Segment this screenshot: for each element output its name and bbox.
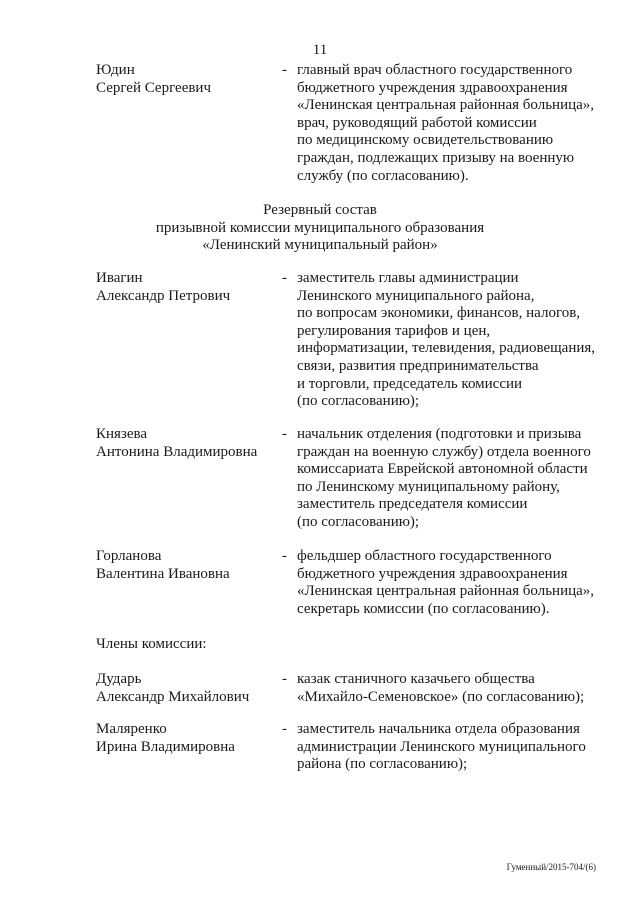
given-names: Сергей Сергеевич xyxy=(96,79,212,96)
role-line: по вопросам экономики, финансов, налогов, xyxy=(297,305,581,322)
role-line: комиссариата Еврейской автономной области xyxy=(297,461,588,478)
surname: Маляренко xyxy=(96,721,167,737)
surname: Юдин xyxy=(96,62,135,78)
section-title xyxy=(0,202,640,255)
role-description xyxy=(297,548,617,618)
role-line: службу (по согласованию). xyxy=(297,167,469,184)
surname: Горланова xyxy=(96,548,162,564)
role-line: фельдшер областного государственного xyxy=(297,548,552,564)
dash-separator: - xyxy=(282,62,287,78)
page-number: 11 xyxy=(312,42,328,58)
role-line: (по согласованию); xyxy=(297,513,420,530)
role-line: (по согласованию); xyxy=(297,393,420,410)
role-line: и торговли, председатель комиссии xyxy=(297,375,523,392)
given-names: Антонина Владимировна xyxy=(96,443,258,460)
person-name xyxy=(96,671,276,706)
given-names: Ирина Владимировна xyxy=(96,738,235,755)
person-name xyxy=(96,426,276,461)
role-description xyxy=(297,270,617,411)
section-title-line: «Ленинский муниципальный район» xyxy=(202,237,438,254)
dash-separator: - xyxy=(282,426,287,442)
section-title-line: Резервный состав xyxy=(263,202,377,218)
role-description xyxy=(297,62,617,185)
role-description xyxy=(297,721,617,774)
role-line: бюджетного учреждения здравоохранения xyxy=(297,79,568,96)
role-line: заместитель начальника отдела образования xyxy=(297,721,580,737)
role-line: по медицинскому освидетельствованию xyxy=(297,132,554,149)
role-line: регулирования тарифов и цен, xyxy=(297,322,491,339)
document-code: Гуменный/2015-704/(6) xyxy=(506,862,596,872)
role-line: заместитель председателя комиссии xyxy=(297,496,528,513)
members-heading: Члены комиссии: xyxy=(96,636,207,652)
section-title-line: призывной комиссии муниципального образования xyxy=(155,219,485,236)
given-names: Валентина Ивановна xyxy=(96,565,230,582)
role-line: врач, руководящий работой комиссии xyxy=(297,114,537,131)
role-line: бюджетного учреждения здравоохранения xyxy=(297,565,568,582)
person-name xyxy=(96,270,276,305)
role-description xyxy=(297,671,617,706)
dash-separator: - xyxy=(282,671,287,687)
role-line: главный врач областного государственного xyxy=(297,62,573,78)
given-names: Александр Михайлович xyxy=(96,688,250,705)
dash-separator: - xyxy=(282,721,287,737)
role-description xyxy=(297,426,617,532)
person-name xyxy=(96,548,276,583)
role-line: района (по согласованию); xyxy=(297,756,468,773)
role-line: начальник отделения (подготовки и призыва xyxy=(297,426,582,442)
role-line: «Ленинская центральная районная больница», xyxy=(297,97,595,114)
role-line: казак станичного казачьего общества xyxy=(297,671,535,687)
role-line: информатизации, телевидения, радиовещания, xyxy=(297,340,596,357)
role-line: заместитель главы администрации xyxy=(297,270,519,286)
given-names: Александр Петрович xyxy=(96,287,231,304)
role-line: администрации Ленинского муниципального xyxy=(297,738,586,755)
role-line: «Ленинская центральная районная больница», xyxy=(297,583,595,600)
surname: Князева xyxy=(96,426,148,442)
role-line: по Ленинскому муниципальному району, xyxy=(297,478,560,495)
surname: Дударь xyxy=(96,671,142,687)
role-line: граждан, подлежащих призыву на военную xyxy=(297,149,575,166)
role-line: граждан на военную службу) отдела военного xyxy=(297,443,591,460)
role-line: связи, развития предпринимательства xyxy=(297,357,539,374)
dash-separator: - xyxy=(282,270,287,286)
dash-separator: - xyxy=(282,548,287,564)
person-name xyxy=(96,721,276,756)
person-name xyxy=(96,62,276,97)
role-line: Ленинского муниципального района, xyxy=(297,287,535,304)
surname: Ивагин xyxy=(96,270,143,286)
role-line: «Михайло-Семеновское» (по согласованию); xyxy=(297,688,585,705)
role-line: секретарь комиссии (по согласованию). xyxy=(297,600,550,617)
